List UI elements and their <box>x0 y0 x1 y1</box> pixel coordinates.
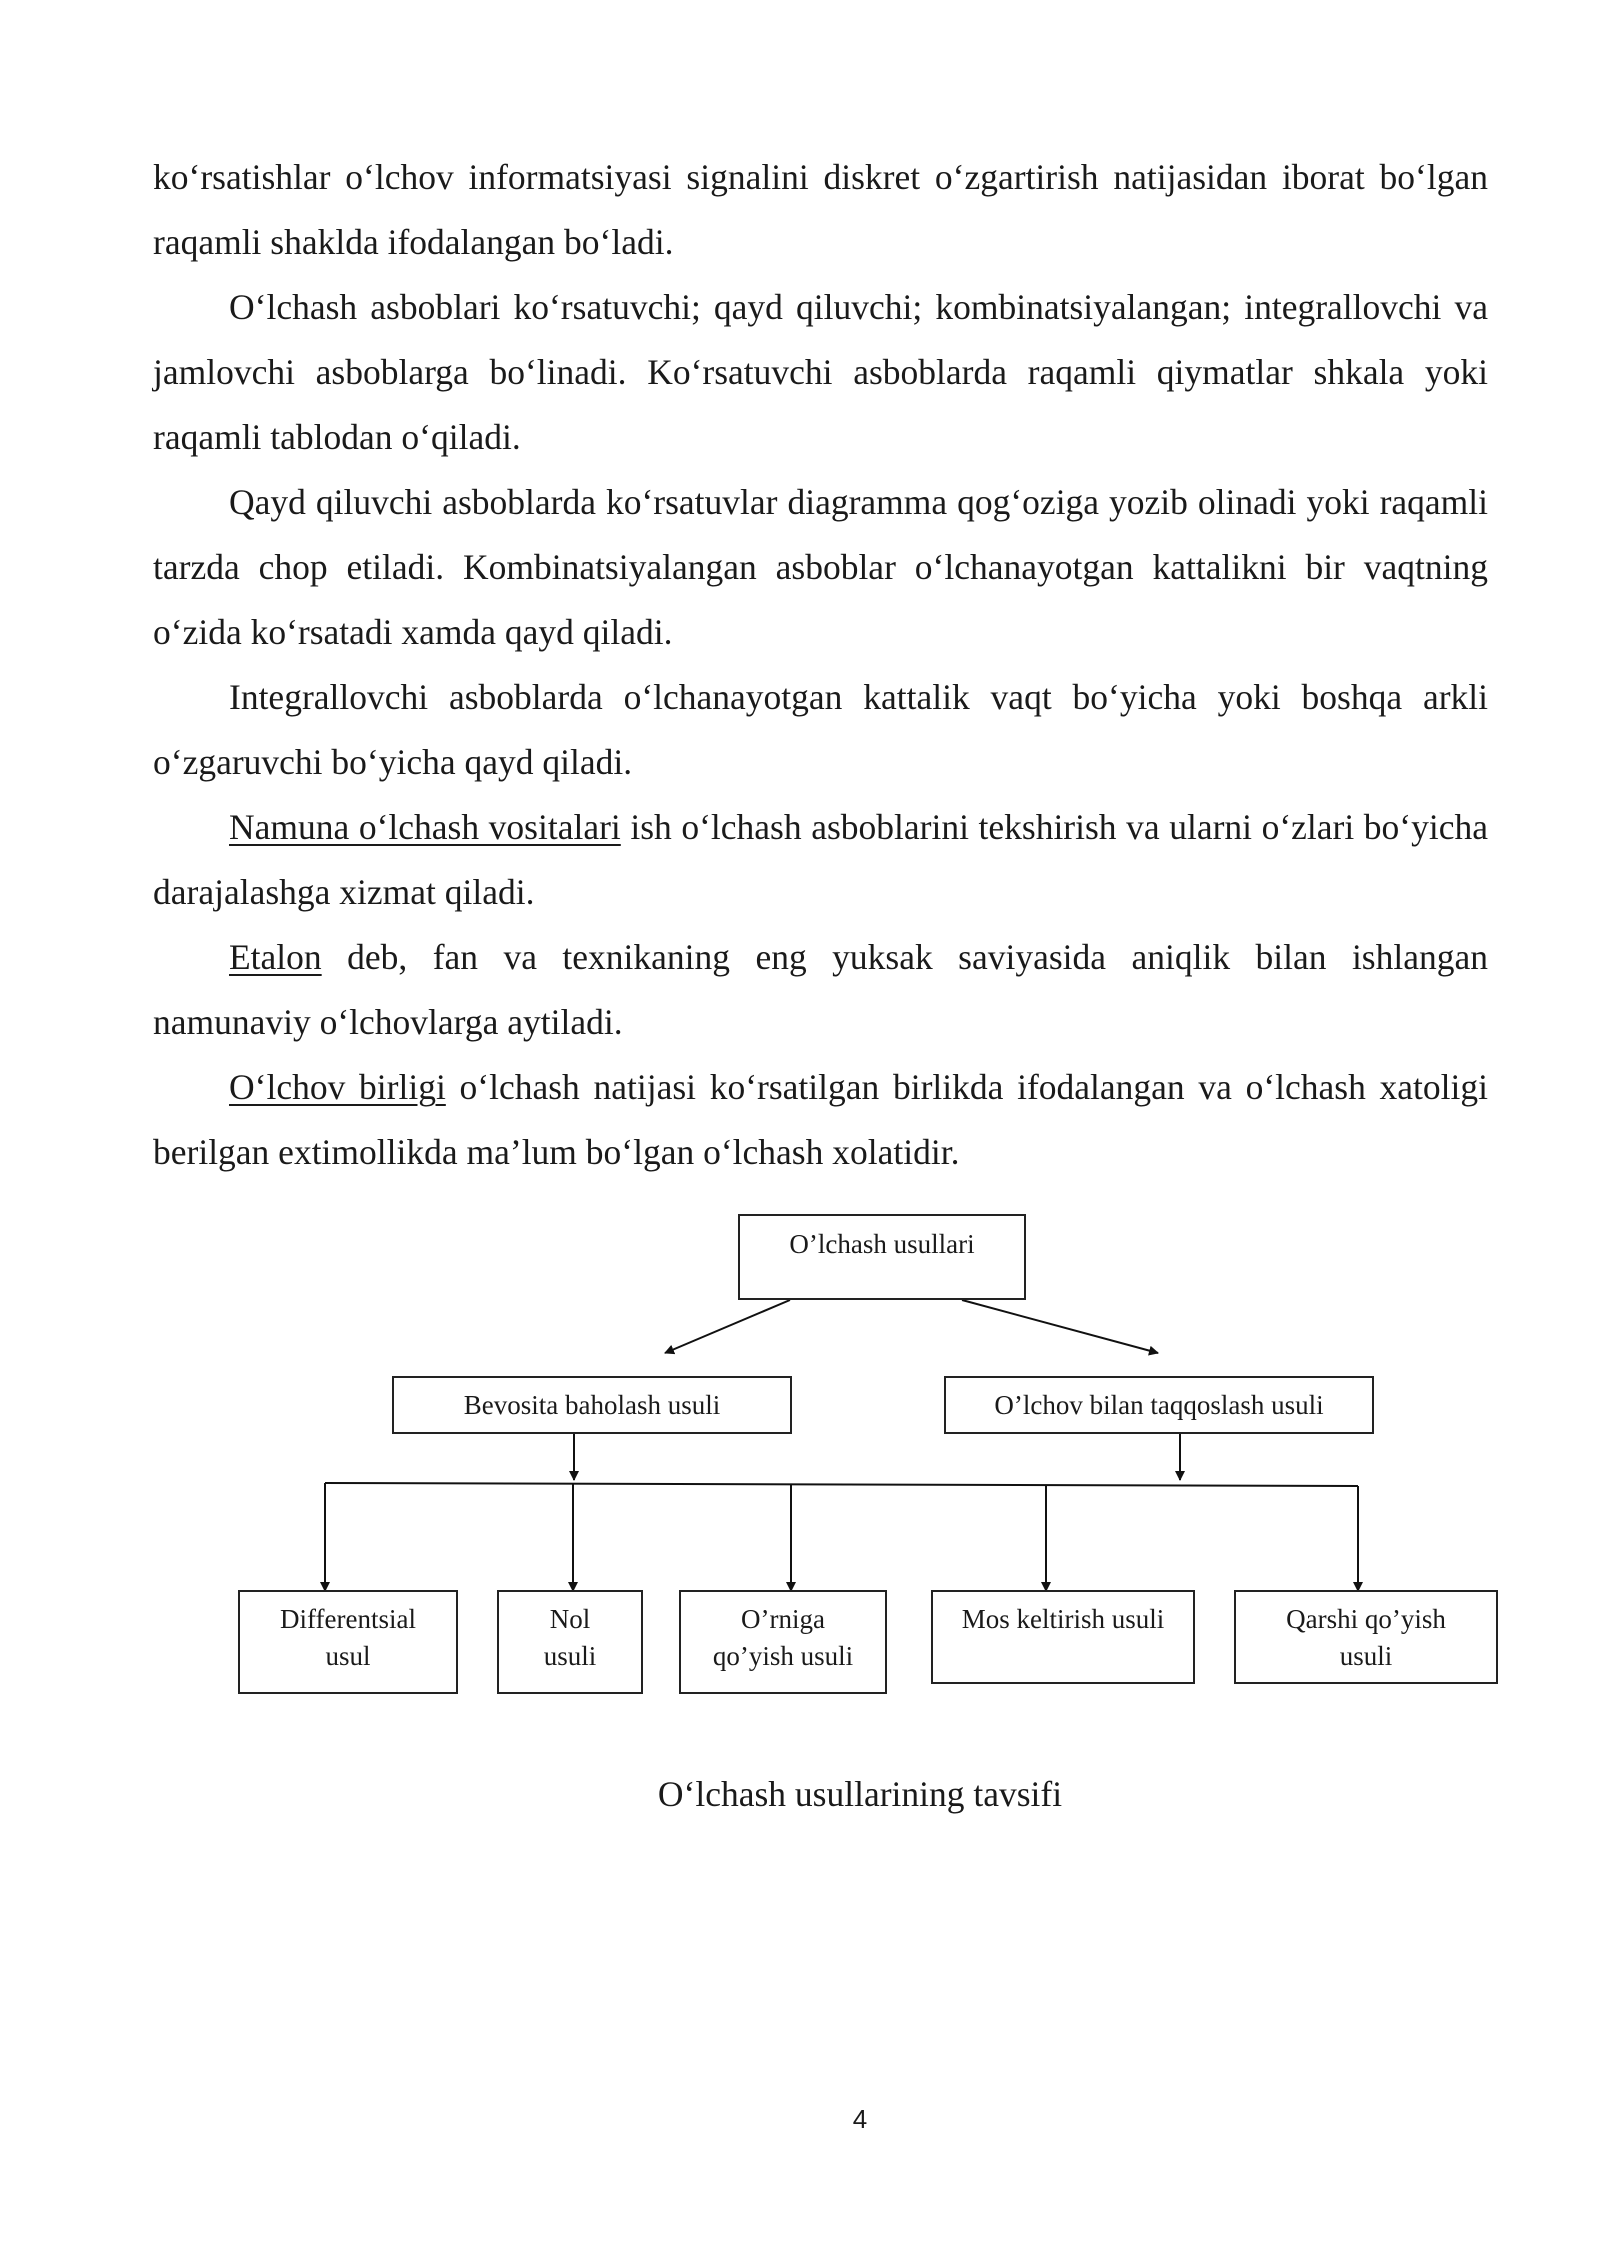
paragraph-6 <box>153 925 1488 1055</box>
diagram-mos-box <box>931 1590 1195 1684</box>
arrow-root-to-right <box>962 1300 1158 1353</box>
paragraph-6-text: deb, fan va texnikaning eng yuksak saviyasida aniqlik bilan ishlangan namunaviy o‘lchovlarga aytiladi. <box>153 937 1488 1042</box>
diagram-qarshi-box <box>1234 1590 1498 1684</box>
diagram-differentsial-line2: usul <box>325 1641 371 1671</box>
arrow-root-to-left <box>665 1300 790 1353</box>
diagram-root-box <box>738 1214 1026 1300</box>
body-text <box>153 145 1488 1185</box>
diagram-bevosita-label: Bevosita baholash usuli <box>463 1390 721 1420</box>
paragraph-5 <box>153 795 1488 925</box>
diagram-nol-line1: Nol <box>549 1604 591 1634</box>
diagram-qarshi-line1: Qarshi qo’yish <box>1286 1604 1446 1634</box>
paragraph-7 <box>153 1055 1488 1185</box>
term-etalon: Etalon <box>229 937 322 977</box>
diagram-differentsial-line1: Differentsial <box>280 1604 416 1634</box>
diagram-qarshi-line2: usuli <box>1339 1641 1393 1671</box>
diagram-mos-line1: Mos keltirish usuli <box>961 1604 1165 1634</box>
paragraph-7-text: o‘lchash natijasi ko‘rsatilgan birlikda ifodalangan va o‘lchash xatoligi berilgan extimollikda ma’lum bo‘lgan o‘lchash xolatidir. <box>153 1067 1488 1172</box>
page-number: 4 <box>852 2104 868 2134</box>
diagram-orniga-box <box>679 1590 887 1694</box>
paragraph-2: O‘lchash asboblari ko‘rsatuvchi; qayd qiluvchi; kombinatsiyalangan; integrallovchi va jamlovchi asboblarga bo‘linadi. Ko‘rsatuvchi asboblarda raqamli qiymatlar shkala yoki raqamli tablodan o‘qiladi. <box>153 287 1488 457</box>
diagram-bevosita-box <box>392 1376 792 1434</box>
term-namuna: Namuna o‘lchash vositalari <box>229 807 621 847</box>
diagram-nol-box <box>497 1590 643 1694</box>
figure-caption: O‘lchash usullarining tavsifi <box>657 1774 1063 1814</box>
diagram-nol-line2: usuli <box>543 1641 597 1671</box>
diagram-taqqoslash-label: O’lchov bilan taqqoslash usuli <box>994 1390 1324 1420</box>
diagram-taqqoslash-box <box>944 1376 1374 1434</box>
paragraph-4: Integrallovchi asboblarda o‘lchanayotgan kattalik vaqt bo‘yicha yoki boshqa arkli o‘zgaruvchi bo‘yicha qayd qiladi. <box>153 677 1488 782</box>
term-olchov-birligi: O‘lchov birligi <box>229 1067 446 1107</box>
paragraph-3: Qayd qiluvchi asboblarda ko‘rsatuvlar diagramma qog‘oziga yozib olinadi yoki raqamli tarzda chop etiladi. Kombinatsiyalangan asboblar o‘lchanayotgan kattalikni bir vaqtning o‘zida ko‘rsatadi xamda qayd qiladi. <box>153 482 1488 652</box>
diagram-orniga-line1: O’rniga <box>741 1604 825 1634</box>
horizontal-bus <box>325 1483 1358 1486</box>
paragraph-1: ko‘rsatishlar o‘lchov informatsiyasi signalini diskret o‘zgartirish natijasidan iborat bo‘lgan raqamli shaklda ifodalangan bo‘ladi. <box>153 157 1488 262</box>
diagram-orniga-line2: qo’yish usuli <box>712 1641 854 1671</box>
paragraph-5-text: ish o‘lchash asboblarini tekshirish va ularni o‘zlari bo‘yicha darajalashga xizmat qiladi. <box>153 807 1488 912</box>
diagram-differentsial-box <box>238 1590 458 1694</box>
diagram-root-label: O’lchash usullari <box>789 1229 975 1259</box>
